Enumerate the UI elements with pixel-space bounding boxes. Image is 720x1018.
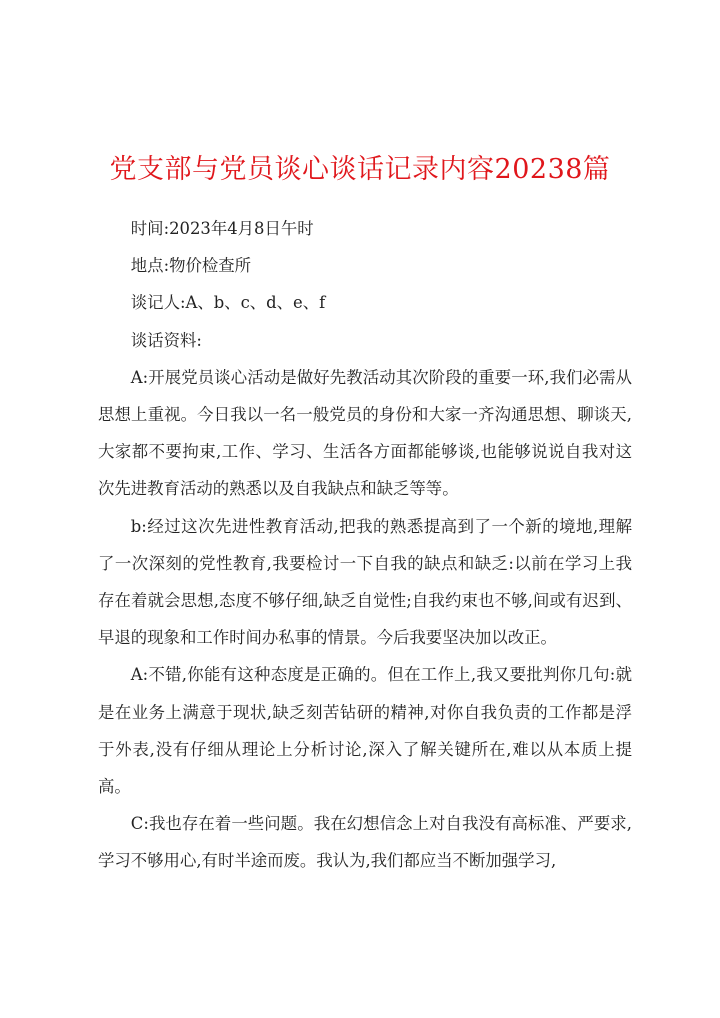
meta-place: 地点:物价检查所	[130, 256, 252, 276]
paragraph-b: b:经过这次先进性教育活动,把我的熟悉提高到了一个新的境地,理解了一次深刻的党性教育,我要检讨一下自我的缺点和缺乏:以前在学习上我存在着就会思想,态度不够仔细,缺乏自觉性;自我约束也不够,间或有迟到、早退的现象和工作时间办私事的情景。今后我要坚决加以改正。	[98, 516, 632, 648]
document-body	[98, 210, 632, 880]
paragraph-c: C:我也存在着一些问题。我在幻想信念上对自我没有高标准、严要求,学习不够用心,有时半途而废。我认为,我们都应当不断加强学习,	[98, 814, 632, 871]
paragraph-a-opening: A:开展党员谈心活动是做好先教活动其次阶段的重要一环,我们必需从思想上重视。今日我以一名一般党员的身份和大家一齐沟通思想、聊谈天,大家都不要拘束,工作、学习、生活各方面都能够谈,也能够说说自我对这次先进教育活动的熟悉以及自我缺点和缺乏等等。	[98, 367, 632, 499]
document-title: 党支部与党员谈心谈话记录内容20238篇	[109, 154, 611, 185]
meta-time: 时间:2023年4月8日午时	[130, 219, 314, 238]
meta-talkers: 谈记人:A、b、c、d、e、f	[130, 293, 326, 313]
meta-material: 谈话资料:	[130, 330, 202, 350]
paragraph-a-critique: A:不错,你能有这种态度是正确的。但在工作上,我又要批判你几句:就是在业务上满意于现状,缺乏刻苦钻研的精神,对你自我负责的工作都是浮于外表,没有仔细从理论上分析讨论,深入了解关键所在,难以从本质上提高。	[98, 665, 632, 797]
